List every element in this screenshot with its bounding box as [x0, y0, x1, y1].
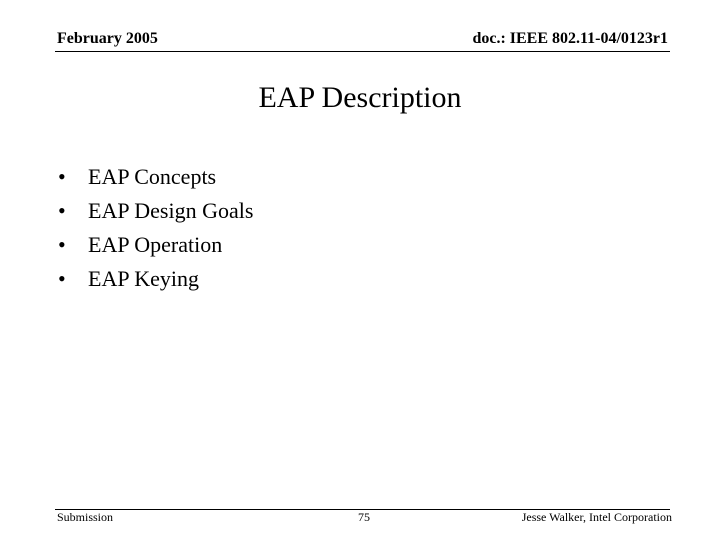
footer-page-number: 75 — [358, 510, 370, 524]
bullet-text: EAP Keying — [88, 266, 200, 291]
bullet-icon: • — [58, 198, 66, 223]
bullet-icon: • — [58, 164, 66, 189]
bullet-text: EAP Operation — [88, 232, 223, 257]
bullet-icon: • — [58, 232, 66, 257]
header-divider — [55, 51, 670, 52]
bullet-text: EAP Concepts — [88, 164, 217, 189]
bullet-text: EAP Design Goals — [88, 198, 254, 223]
header-document-id: doc.: IEEE 802.11-04/0123r1 — [472, 30, 668, 47]
slide-title: EAP Description — [258, 81, 462, 114]
footer-author: Jesse Walker, Intel Corporation — [521, 510, 672, 524]
footer-submission-label: Submission — [57, 510, 114, 524]
bullet-icon: • — [58, 266, 66, 291]
header-date: February 2005 — [57, 30, 158, 47]
